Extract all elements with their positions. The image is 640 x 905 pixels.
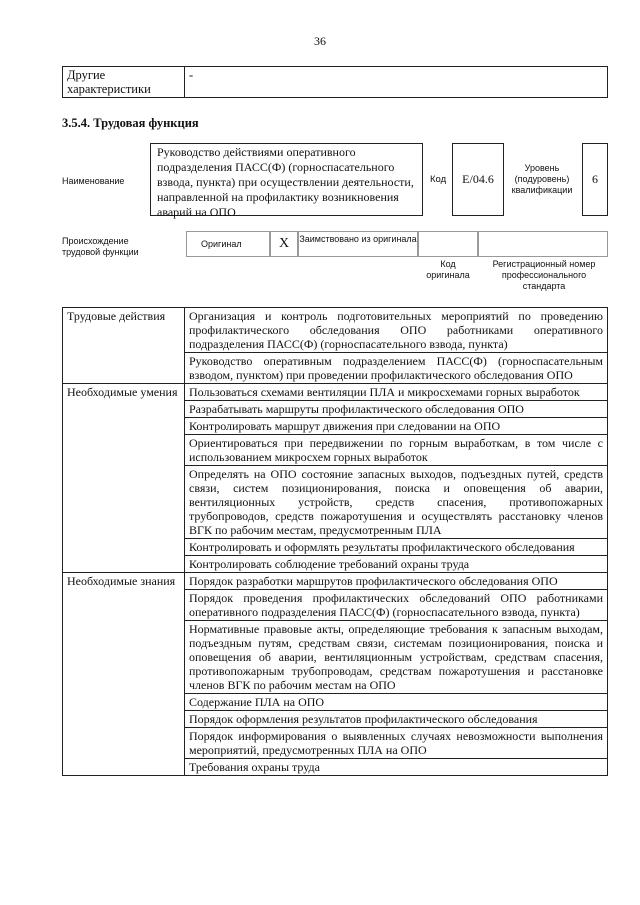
- code-original-label: Код оригинала: [426, 259, 470, 280]
- table-cell: Определять на ОПО состояние запасных выходов, подъездных путей, средств связи, систем позиционирования, поиска и оповещения об аварии, вентиляционных устройств, средств спасения, противопожарных трубопроводов, средств пожаротушения и осуществлять расстановку членов ВГК по рабочим местам, предусмотренным ПЛА: [185, 466, 608, 539]
- table-cell: Контролировать соблюдение требований охраны труда: [185, 556, 608, 573]
- original-mark-cell: X: [270, 231, 298, 257]
- table-row: [63, 573, 608, 590]
- table-row: [63, 384, 608, 401]
- table-cell: Нормативные правовые акты, определяющие требования к запасным выходам, подъездным путям, средствам связи, системам позиционирования, поиска и оповещения об аварии, вентиляционным устройствам, средствам спасения, противопожарным трубопроводам, средствам пожаротушения и расстановке членов ВГК по рабочим местам на ОПО: [185, 621, 608, 694]
- section-skills-title: Необходимые умения: [63, 384, 185, 573]
- original-label: Оригинал: [201, 239, 242, 249]
- section-knowledge-title: Необходимые знания: [63, 573, 185, 776]
- origin-row: [186, 231, 608, 257]
- table-cell: Порядок информирования о выявленных случаях невозможности выполнения мероприятий, предусмотренных ПЛА на ОПО: [185, 728, 608, 759]
- table-row: [63, 308, 608, 353]
- table-cell: Пользоваться схемами вентиляции ПЛА и микросхемами горных выработок: [185, 384, 608, 401]
- qualification-level-box: 6: [582, 143, 608, 216]
- table-cell: Контролировать и оформлять результаты профилактического обследования: [185, 539, 608, 556]
- table-cell: Организация и контроль подготовительных мероприятий по проведению профилактического обследования ОПО работниками оперативного подразделения ПАСС(Ф) (горноспасательного взвода, пункта): [185, 308, 608, 353]
- table-cell: Порядок проведения профилактических обследований ОПО работниками оперативного подразделения ПАСС(Ф) (горноспасательного взвода, пункта): [185, 590, 608, 621]
- section-title: 3.5.4. Трудовая функция: [62, 116, 199, 130]
- table-cell: Разрабатывать маршруты профилактического обследования ОПО: [185, 401, 608, 418]
- table-cell: Содержание ПЛА на ОПО: [185, 694, 608, 711]
- name-label: Наименование: [62, 176, 125, 186]
- table-cell: Контролировать маршрут движения при следовании на ОПО: [185, 418, 608, 435]
- reg-number-label: Регистрационный номер профессионального стандарта: [492, 259, 596, 291]
- original-cell: [186, 231, 270, 257]
- borrowed-label-cell: Заимствовано из оригинала: [298, 231, 418, 257]
- code-value-box: E/04.6: [452, 143, 504, 216]
- other-characteristics-value: -: [185, 67, 608, 98]
- origin-label: Происхождение трудовой функции: [62, 236, 139, 257]
- table-cell: Руководство оперативным подразделением ПАСС(Ф) (горноспасательным взводом, пунктом) при проведении профилактического обследования ОПО: [185, 353, 608, 384]
- code-original-cell: [418, 231, 478, 257]
- function-name-box: Руководство действиями оперативного подразделения ПАСС(Ф) (горноспасательного взвода, пункта) при осуществлении деятельности, направленной на профилактику возникновения аварий на ОПО: [150, 143, 423, 216]
- labor-function-table: [62, 307, 608, 776]
- reg-number-cell: [478, 231, 608, 257]
- table-cell: Требования охраны труда: [185, 759, 608, 776]
- table-cell: Ориентироваться при передвижении по горным выработкам, в том числе с использованием микросхем горных выработок: [185, 435, 608, 466]
- code-label: Код: [430, 174, 447, 185]
- page-number: 36: [314, 34, 326, 48]
- other-characteristics-table: [62, 66, 608, 98]
- table-cell: Порядок оформления результатов профилактического обследования: [185, 711, 608, 728]
- qualification-level-label: Уровень (подуровень) квалификации: [511, 163, 573, 195]
- table-cell: Порядок разработки маршрутов профилактического обследования ОПО: [185, 573, 608, 590]
- other-characteristics-label: Другие характеристики: [63, 67, 185, 98]
- section-labor-actions-title: Трудовые действия: [63, 308, 185, 384]
